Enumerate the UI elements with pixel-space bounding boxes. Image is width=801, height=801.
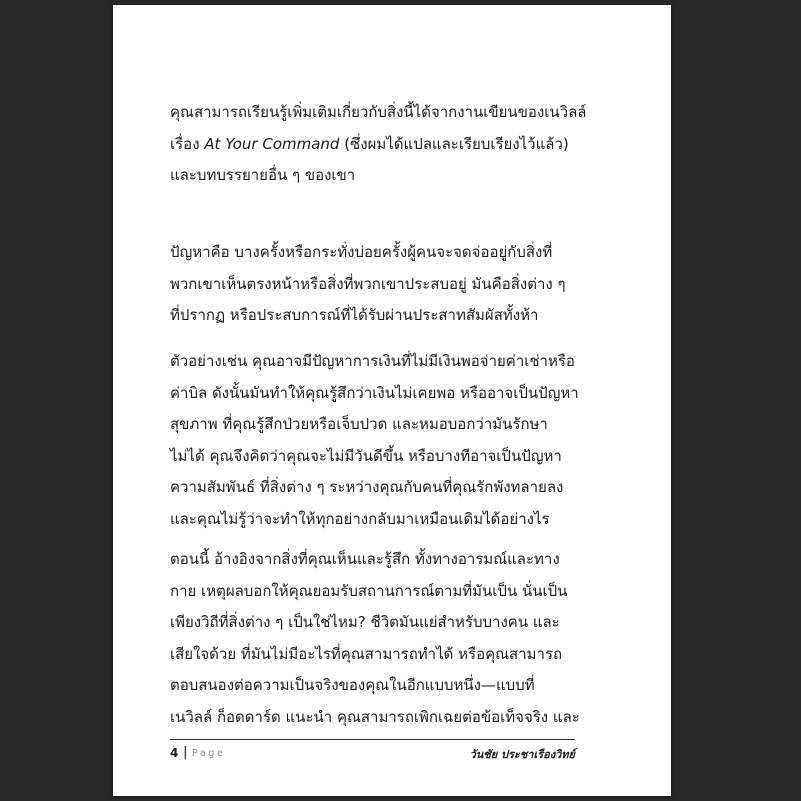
book-title: At Your Command: [204, 134, 340, 153]
paragraph: [170, 346, 650, 535]
text-segment: เรื่อง: [170, 134, 205, 153]
text-line: พวกเขาเห็นตรงหน้าหรือสิ่งที่พวกเขาประสบอยู่ มันคือสิ่งต่าง ๆ: [170, 274, 566, 293]
text-line: เนวิลล์ ก็อดดาร์ด แนะนำ คุณสามารถเพิกเฉยต่อข้อเท็จจริง และ: [170, 707, 580, 726]
text-line: ที่ปรากฏ หรือประสบการณ์ที่ได้รับผ่านประสาทสัมผัสทั้งห้า: [170, 306, 539, 324]
text-line: เพียงวิถีที่สิ่งต่าง ๆ เป็นใช่ไหม? ชีวิตมันแย่สำหรับบางคน และ: [170, 613, 560, 631]
page-footer: [170, 739, 575, 767]
text-segment: (ซึ่งผมได้แปลและเรียบเรียงไว้แล้ว): [339, 134, 569, 153]
document-page: [113, 5, 671, 796]
text-line: และคุณไม่รู้ว่าจะทำให้ทุกอย่างกลับมาเหมือนเดิมได้อย่างไร: [170, 509, 550, 528]
paragraph: [170, 237, 650, 332]
text-line: สุขภาพ ที่คุณรู้สึกป่วยหรือเจ็บปวด และหมอบอกว่ามันรักษา: [170, 415, 548, 433]
text-line: เสียใจด้วย ที่มันไม่มีอะไรที่คุณสามารถทำได้ หรือคุณสามารถ: [170, 644, 563, 663]
paragraph: [170, 544, 650, 733]
text-line: ความสัมพันธ์ ที่สิ่งต่าง ๆ ระหว่างคุณกับคนที่คุณรักพังทลายลง: [170, 478, 564, 496]
text-line: ตอบสนองต่อความเป็นจริงของคุณในอีกแบบหนึ่ง—แบบที่: [170, 676, 535, 694]
text-line: และบทบรรยายอื่น ๆ ของเขา: [170, 166, 356, 184]
paragraph: [170, 97, 650, 192]
page-label: Page: [192, 748, 226, 759]
text-line: ตอนนี้ อ้างอิงจากสิ่งที่คุณเห็นและรู้สึก ทั้งทางอารมณ์และทาง: [170, 550, 560, 568]
author-name: วันชัย ประชาเรืองวิทย์: [469, 748, 575, 761]
page-separator: |: [183, 745, 188, 760]
footer-divider: [170, 739, 575, 740]
text-line: [170, 129, 650, 161]
text-line: ตัวอย่างเช่น คุณอาจมีปัญหาการเงินที่ไม่มีเงินพอจ่ายค่าเช่าหรือ: [170, 352, 575, 370]
text-line: คุณสามารถเรียนรู้เพิ่มเติมเกี่ยวกับสิ่งนี้ได้จากงานเขียนของเนวิลล์: [170, 103, 587, 121]
text-line: ค่าบิล ดังนั้นมันทำให้คุณรู้สึกว่าเงินไม่เคยพอ หรืออาจเป็นปัญหา: [170, 383, 579, 402]
text-line: กาย เหตุผลบอกให้คุณยอมรับสถานการณ์ตามที่มันเป็น นั่นเป็น: [170, 581, 568, 600]
page-number: 4: [170, 746, 179, 760]
text-line: ไม่ได้ คุณจึงคิดว่าคุณจะไม่มีวันดีขึ้น หรือบางทีอาจเป็นปัญหา: [170, 446, 562, 465]
text-line: ปัญหาคือ บางครั้งหรือกระทั่งบ่อยครั้งผู้คนจะจดจ่ออยู่กับสิ่งที่: [170, 243, 553, 261]
